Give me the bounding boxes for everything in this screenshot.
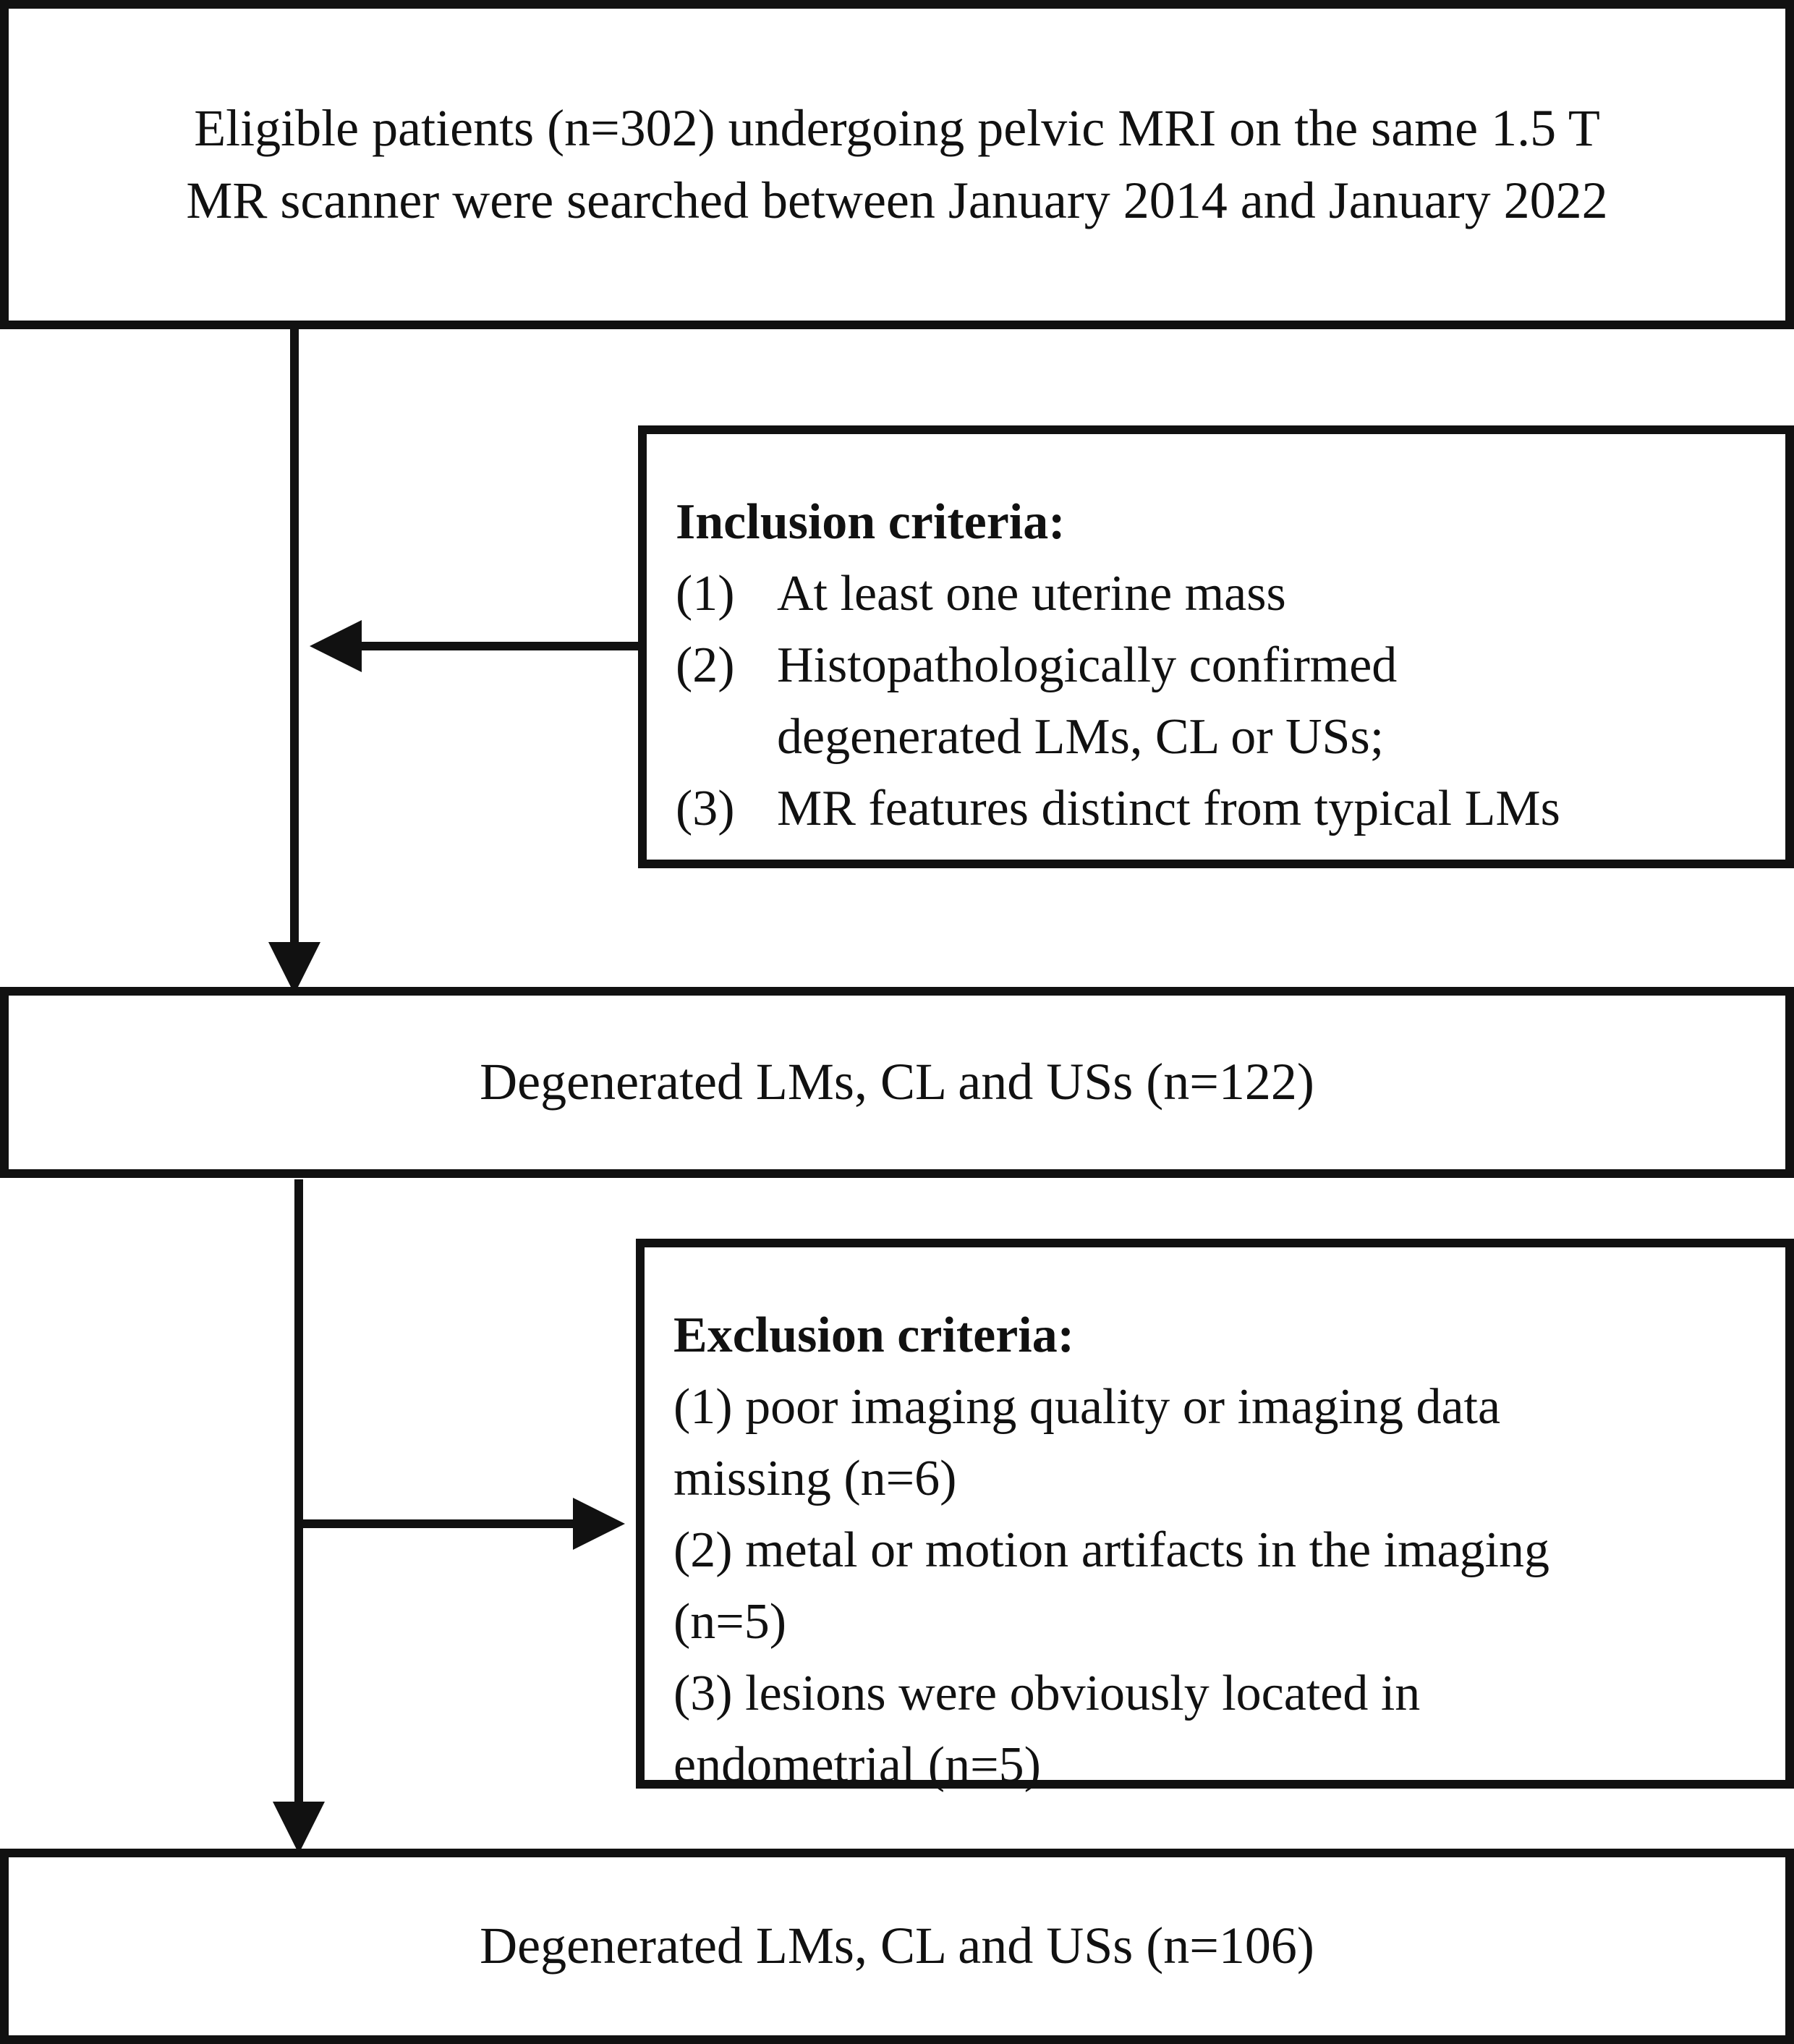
inclusion-item-1-text: At least one uterine mass: [777, 566, 1286, 622]
eligible-patients-box: [0, 0, 1794, 329]
inclusion-item-3: [676, 773, 1756, 844]
inclusion-item-3-text: MR features distinct from typical LMs: [777, 781, 1560, 836]
eligible-line-2: MR scanner were searched between January 2014 and January 2022: [186, 171, 1608, 229]
inclusion-item-1: [676, 558, 1756, 629]
degenerated-106-box: [0, 1849, 1794, 2044]
exclusion-criteria-box: [636, 1239, 1794, 1793]
degenerated-122-box: [0, 987, 1794, 1178]
exclusion-line-2: missing (n=6): [673, 1451, 957, 1506]
inclusion-item-2-number: (2): [676, 637, 735, 693]
exclusion-line-4: (n=5): [673, 1594, 787, 1650]
exclusion-title: Exclusion criteria:: [673, 1307, 1075, 1363]
exclusion-line-6: endometrial (n=5): [673, 1737, 1041, 1793]
inclusion-title: Inclusion criteria:: [676, 494, 1066, 550]
degenerated-106-text: Degenerated LMs, CL and USs (n=106): [480, 1917, 1314, 1975]
exclusion-line-5: (3) lesions were obviously located in: [673, 1666, 1421, 1721]
exclusion-line-1: (1) poor imaging quality or imaging data: [673, 1379, 1501, 1435]
exclusion-line-3: (2) metal or motion artifacts in the imaging: [673, 1522, 1550, 1578]
eligible-line-1: Eligible patients (n=302) undergoing pelvic MRI on the same 1.5 T: [194, 99, 1600, 158]
degenerated-122-text: Degenerated LMs, CL and USs (n=122): [480, 1053, 1314, 1111]
inclusion-item-2-text-line-1: Histopathologically confirmed: [777, 637, 1398, 693]
inclusion-item-2-text-line-2: degenerated LMs, CL or USs;: [777, 709, 1385, 765]
inclusion-item-2: [676, 629, 1756, 773]
inclusion-item-3-number: (3): [676, 781, 735, 836]
inclusion-item-1-number: (1): [676, 566, 735, 622]
inclusion-criteria-box: [638, 425, 1794, 868]
